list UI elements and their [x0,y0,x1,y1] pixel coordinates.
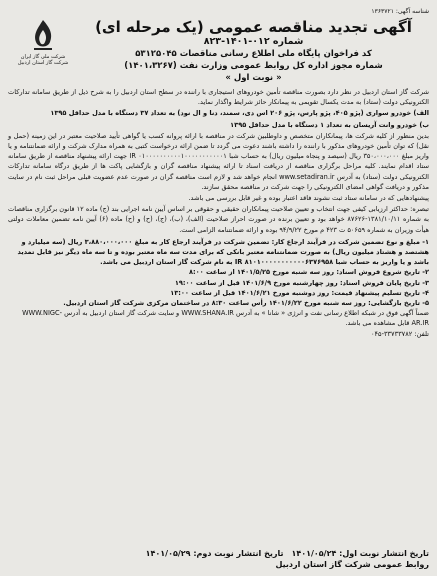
paragraph-item-a: الف) خودرو سواری (پژو ۴۰۵، پژو پارس، پژو ۲۰۶ اس دی، سمند، دنا و ال نود) به تعداد ۳۷ دستگاه با مدل حداقل ۱۳۹۵ [50,109,429,118]
notice-id: شناسه آگهی: ۱۳۶۳۷۲۱ [371,7,429,15]
header [8,18,429,84]
first-publish-date: تاریخ انتشار نوبت اول: ۱۴۰۱/۰۵/۲۴ [291,549,429,558]
notice-body [8,87,429,235]
notice-items [8,237,429,339]
list-item: ضمناً آگهی فوق در شبکه اطلاع رسانی نفت و انرژی « شانا » به آدرس WWW.SHANA.IR و سایت شرکت گاز استان اردبیل به آدرس WWW.NIGC-AR.IR قابل مشاهده می باشد. [22,309,429,328]
paragraph-instructions: بدین منظور از کلیه شرکت ها، پیمانکاران متخصص و داوطلبین شرکت در مناقصه با ارائه پروانه کسب یا گواهی تأیید صلاحیت معتبر در این زمینه (حمل و نقل) که توان تأمین خودروهای مذکور با راننده را داشته باشند دعوت می گردد تا ضمن ارائه درخواست کتبی به همراه مدارک شرکت و ارائه ضمانتنامه و یا واریز مبلغ ۳۵۰،۰۰۰،۰۰۰ ریال (سیصد و پنجاه میلیون ریال) به حساب شبا IR ۰۱۰۰۰۰۰۰۰۰۰۰۱۰۰۰۰۰۰۰۰۰۰۰۱ جهت ارائه پیشنهاد مناقصه از طریق سامانه ستاد اقدام نمایند. کلیه مراحل برگزاری مناقصه از دریافت اسناد تا ارائه پیشنهاد مناقصه گران و بازگشایی پاکت ها از طریق درگاه سامانه تدارکات الکترونیکی دولت (ستاد) به آدرس www.setadiran.ir انجام خواهد شد و لازم است مناقصه گران در صورت عدم عضویت قبلی مراحل ثبت نام در سایت مذکور و دریافت گواهی امضای الکترونیکی را جهت شرکت در مناقصه محقق سازند. [8,131,429,191]
notice-title: آگهی تجدید مناقصه عمومی (یک مرحله ای) [95,18,412,36]
paragraph-intro: شرکت گاز استان اردبیل در نظر دارد بصورت مناقصه تأمین خودروهای استیجاری با راننده در سطح استان اردبیل را به شرح ذیل از طریق سامانه تدارکات الکترونیکی دولت (ستاد) به مدت یکسال تقویمی به پیمانکار حائز شرایط واگذار نماید. [8,88,429,107]
tender-number: شماره ۰۱۲-۱۴۰۱-۸۲۳ [203,36,304,47]
permit-number: شماره مجوز اداره کل روابط عمومی وزارت نفت (۱۴۰۱،۳۲۶۷) [124,61,383,71]
list-item: ۵- تاریخ بازگشایی: روز سه شنبه مورخ ۱۴۰۱/۶/۲۲ رأس ساعت ۸:۳۰ در ساختمان مرکزی شرکت گاز استان اردبیل. [63,299,429,308]
footer-signature: روابط عمومی شرکت گاز استان اردبیل [275,560,429,569]
second-publish-date: تاریخ انتشار نوبت دوم: ۱۴۰۱/۰۵/۲۹ [145,549,284,558]
company-logo [8,18,78,66]
logo-line-1: شرکت ملی گاز ایران [20,54,66,60]
gas-company-flame-logo-icon [28,18,58,52]
list-item: ۱- مبلغ و نوع تضمین شرکت در فرآیند ارجاع کار: تضمین شرکت در فرآیند ارجاع کار به مبلغ ۳،۸۸۰،۰۰۰،۰۰۰ ریال (سه میلیارد و هشتصد و هشتاد میلیون ریال) به صورت ضمانتنامه معتبر بانکی که برای مدت سه ماه معتبر بوده و تا سه ماه دیگر نیز قابل تمدید باشد و یا واریز به حساب شبا IR ۸۱۰۱۰۰۰۰۰۰۰۰۰۰۰۶۳۷۶۹۵۸ به نام شرکت گاز استان اردبیل می باشد. [17,237,429,267]
footer [8,548,429,570]
round-label: « نوبت اول » [225,73,282,83]
paragraph-item-b: ب) خودرو وانت آریسان به تعداد ۱ دستگاه با مدل حداقل ۱۳۹۵ [230,120,429,129]
footer-dates [8,548,429,559]
tender-code: کد فراخوان پایگاه ملی اطلاع رسانی مناقصات ۵۳۱۲۵۰۴۵ [135,49,372,59]
top-line [8,6,429,16]
list-item: ۲- تاریخ شروع فروش اسناد: روز سه شنبه مورخ ۱۴۰۱/۵/۲۵ از ساعت ۸:۰۰ [188,268,429,277]
list-item: تلفن: ۳۳۷۳۳۷۸۲-۰۴۵ [370,329,429,338]
header-text [78,18,429,84]
list-item: ۴- تاریخ تسلیم پیشنهاد قیمت: روز دوشنبه مورخ ۱۴۰۱/۶/۲۱ قبل از ساعت ۱۳:۰۰ [170,288,429,297]
paragraph-note: تبصره: حداکثر ارزیابی کیفی جهت انتخاب و تعیین صلاحیت پیمانکاران حقیقی و حقوقی بر اساس آیین نامه اجرایی بند (ج) ماده ۱۲ قانون برگزاری مناقصات به شماره ۱۳۸۱/۱۰/۱۱-۸۷۶۲۶ خواهد بود و تعیین برنده در صورت احراز صلاحیت (الف)، (ب)، (ج)، (ح) و (ح) ماده (۶) آیین نامه تضمین معاملات دولتی هیأت وزیران به شماره ۵۰۶۵۹ ت ۴۲۳ م مورخ ۹۴/۹/۲۲ بوده و ارائه ضمانتنامه الزامی است. [8,205,430,234]
paragraph-validity: پیشنهادهایی که در سامانه ستاد ثبت نشوند فاقد اعتبار بوده و غیر قابل بررسی می باشد. [188,194,429,203]
list-item: ۳- تاریخ پایان فروش اسناد: روز چهارشنبه مورخ ۱۴۰۱/۶/۹ قبل از ساعت ۱۹:۰۰ [174,278,429,287]
logo-line-2: شرکت گاز استان اردبیل [17,60,69,66]
